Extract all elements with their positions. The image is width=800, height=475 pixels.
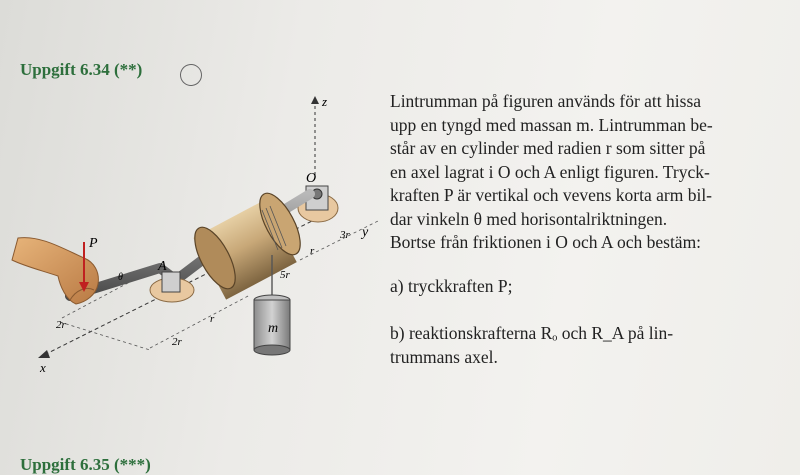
handwritten-circle-icon [179,63,204,88]
label-r-drum: r [310,245,315,257]
description-line: Lintrumman på figuren används för att hissa [390,91,702,111]
label-5r: 5r [280,269,290,281]
description-line: Bortse från friktionen i O och A och bestäm: [390,232,702,252]
label-2r-left: 2r [56,319,66,331]
label-P: P [89,236,98,251]
question-a: a) tryckkraften P; [390,275,513,296]
x-axis-arrow-icon [38,350,50,358]
next-problem-title: Uppgift 6.35 (***) [20,455,151,474]
label-x: x [40,360,46,375]
label-z: z [322,94,328,109]
problem-title: Uppgift 6.34 (**) [20,60,143,79]
label-O: O [306,171,317,186]
question-b-line: trummans axel. [390,346,498,367]
description-line: en axel lagrat i O och A enligt figuren. Tryck- [390,161,710,182]
hand-icon [12,238,98,304]
dim-line-2r-bottom [150,295,250,348]
label-theta: θ [118,272,123,283]
description-line: står av en cylinder med radien r som sitter på [390,138,706,158]
label-y: y [362,225,369,240]
winch-figure [0,90,390,390]
label-3r: 3r [340,229,350,241]
question-b-line: b) reaktionskrafterna Rₒ och R_A på lin- [390,323,674,343]
label-m: m [268,321,279,336]
z-axis-arrow-icon [311,96,319,104]
description-line: kraften P är vertikal och vevens korta arm bil- [390,185,713,205]
label-2r-bottom: 2r [172,336,182,348]
bearing-a-block [162,272,180,292]
winch-diagram [0,90,390,390]
dim-line-crank [60,322,150,350]
problem-text [390,90,790,369]
description-line: dar vinkeln θ med horisontalriktningen. [390,208,668,229]
description-line: upp en tyngd med massan m. Lintrumman be- [390,114,713,135]
label-r-bottom: r [210,313,215,325]
label-A: A [158,259,167,274]
